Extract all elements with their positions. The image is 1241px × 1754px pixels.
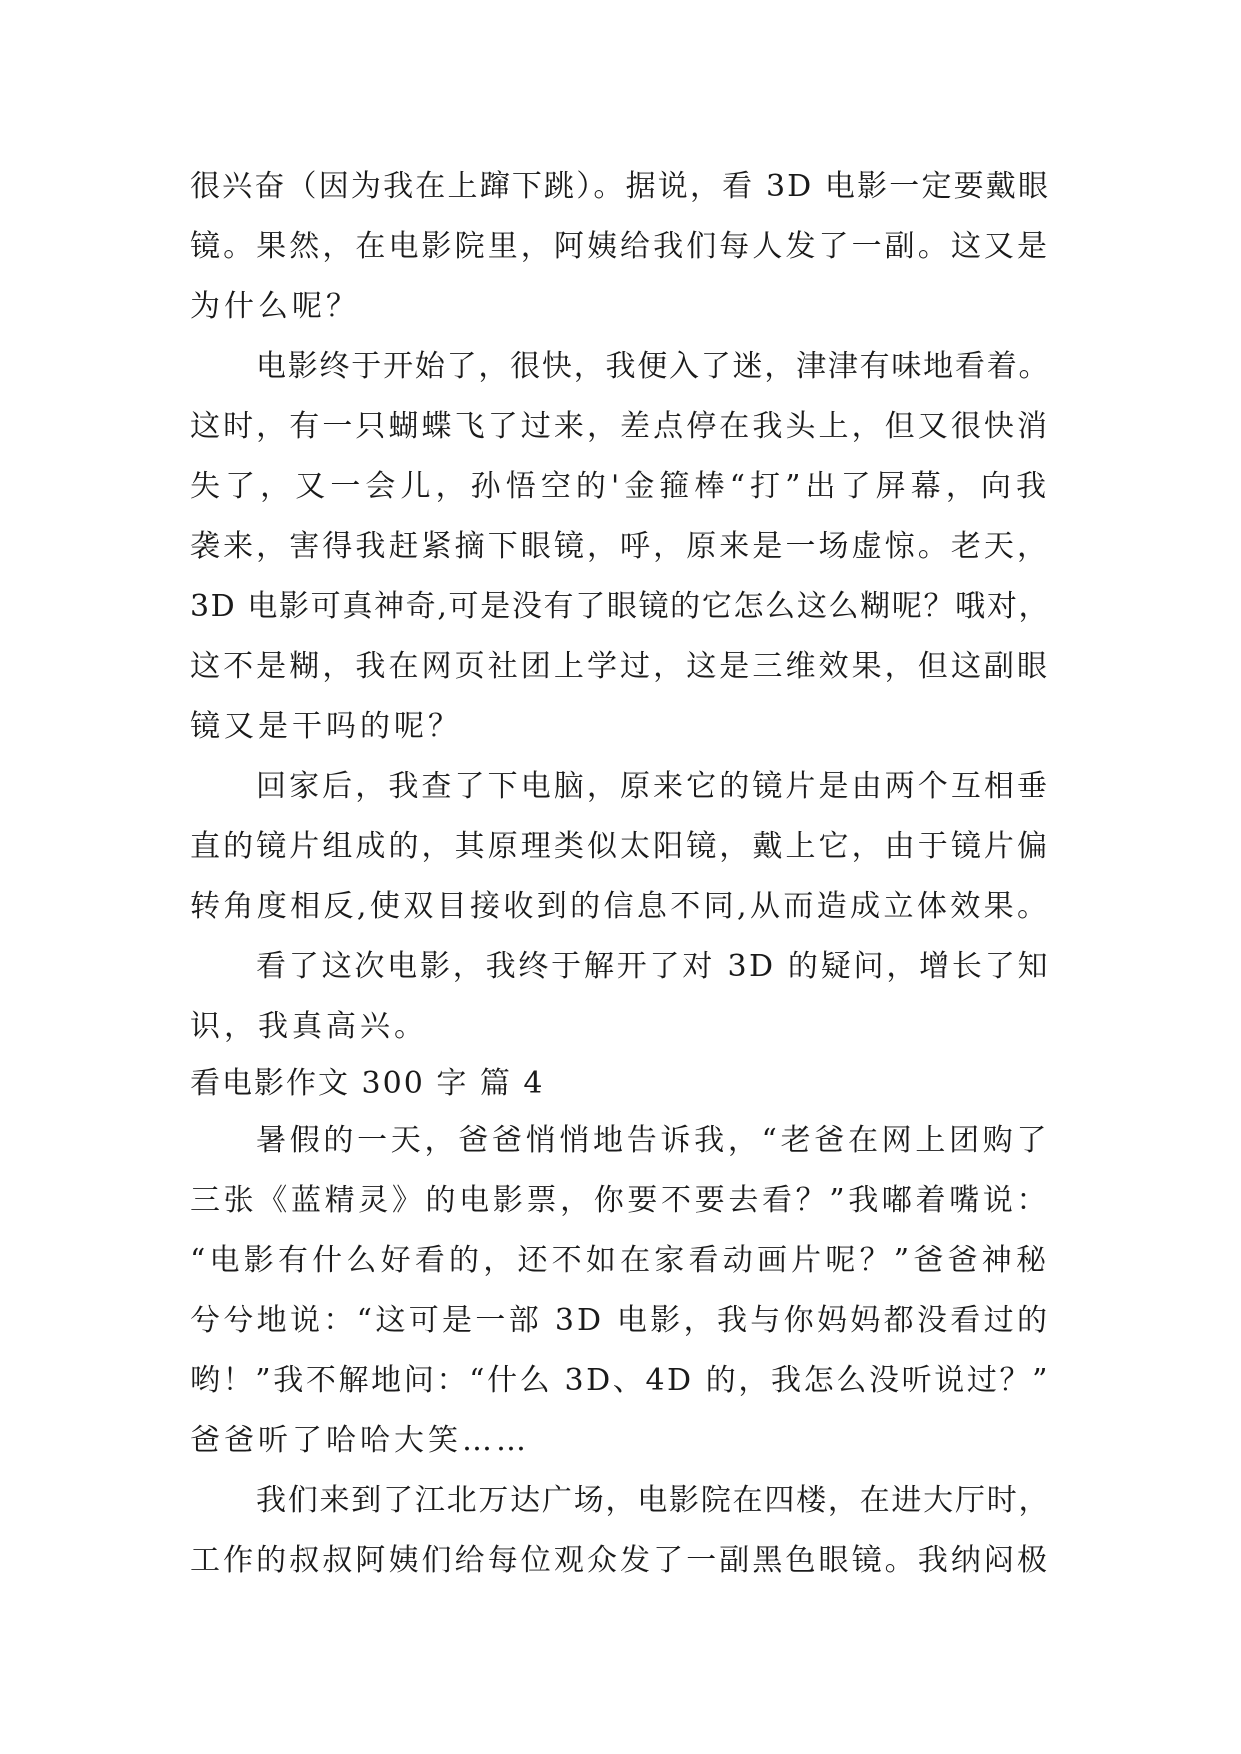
text-line: 3D 电影可真神奇,可是没有了眼镜的它怎么这么糊呢？哦对， xyxy=(190,589,1050,624)
text-line: 这不是糊，我在网页社团上学过，这是三维效果，但这副眼 xyxy=(190,649,1050,684)
text-line: 很兴奋（因为我在上蹿下跳）。据说，看 3D 电影一定要戴眼 xyxy=(190,169,1050,204)
text-line: 这时，有一只蝴蝶飞了过来，差点停在我头上，但又很快消 xyxy=(190,409,1050,444)
text-line: 哟！”我不解地问：“什么 3D、4D 的，我怎么没听说过？” xyxy=(190,1363,1050,1398)
text-line: 直的镜片组成的，其原理类似太阳镜，戴上它，由于镜片偏 xyxy=(190,829,1050,864)
text-line: 工作的叔叔阿姨们给每位观众发了一副黑色眼镜。我纳闷极 xyxy=(190,1543,1050,1578)
text-line: 转角度相反,使双目接收到的信息不同,从而造成立体效果。 xyxy=(190,889,1050,924)
paragraph-first-line: 暑假的一天，爸爸悄悄地告诉我，“老爸在网上团购了 xyxy=(256,1123,1050,1158)
paragraph-first-line: 看了这次电影，我终于解开了对 3D 的疑问，增长了知 xyxy=(256,949,1050,984)
paragraph-first-line: 电影终于开始了，很快，我便入了迷，津津有味地看着。 xyxy=(256,349,1050,384)
text-line: 兮兮地说：“这可是一部 3D 电影，我与你妈妈都没看过的 xyxy=(190,1303,1050,1338)
text-line: 爸爸听了哈哈大笑…… xyxy=(190,1423,530,1458)
text-line: 为什么呢？ xyxy=(190,289,360,324)
text-line: 镜又是干吗的呢？ xyxy=(190,709,462,744)
text-line: 袭来，害得我赶紧摘下眼镜，呼，原来是一场虚惊。老天， xyxy=(190,529,1050,564)
text-line: 失了，又一会儿，孙悟空的'金箍棒“打”出了屏幕，向我 xyxy=(190,469,1050,504)
section-heading: 看电影作文 300 字 篇 4 xyxy=(190,1066,545,1101)
text-line: 镜。果然，在电影院里，阿姨给我们每人发了一副。这又是 xyxy=(190,229,1050,264)
text-line: 三张《蓝精灵》的电影票，你要不要去看？”我嘟着嘴说： xyxy=(190,1183,1050,1218)
paragraph-first-line: 我们来到了江北万达广场，电影院在四楼，在进大厅时， xyxy=(256,1483,1050,1518)
paragraph-first-line: 回家后，我查了下电脑，原来它的镜片是由两个互相垂 xyxy=(256,769,1050,804)
text-line: 识，我真高兴。 xyxy=(190,1009,428,1044)
text-line: “电影有什么好看的，还不如在家看动画片呢？”爸爸神秘 xyxy=(190,1243,1050,1278)
